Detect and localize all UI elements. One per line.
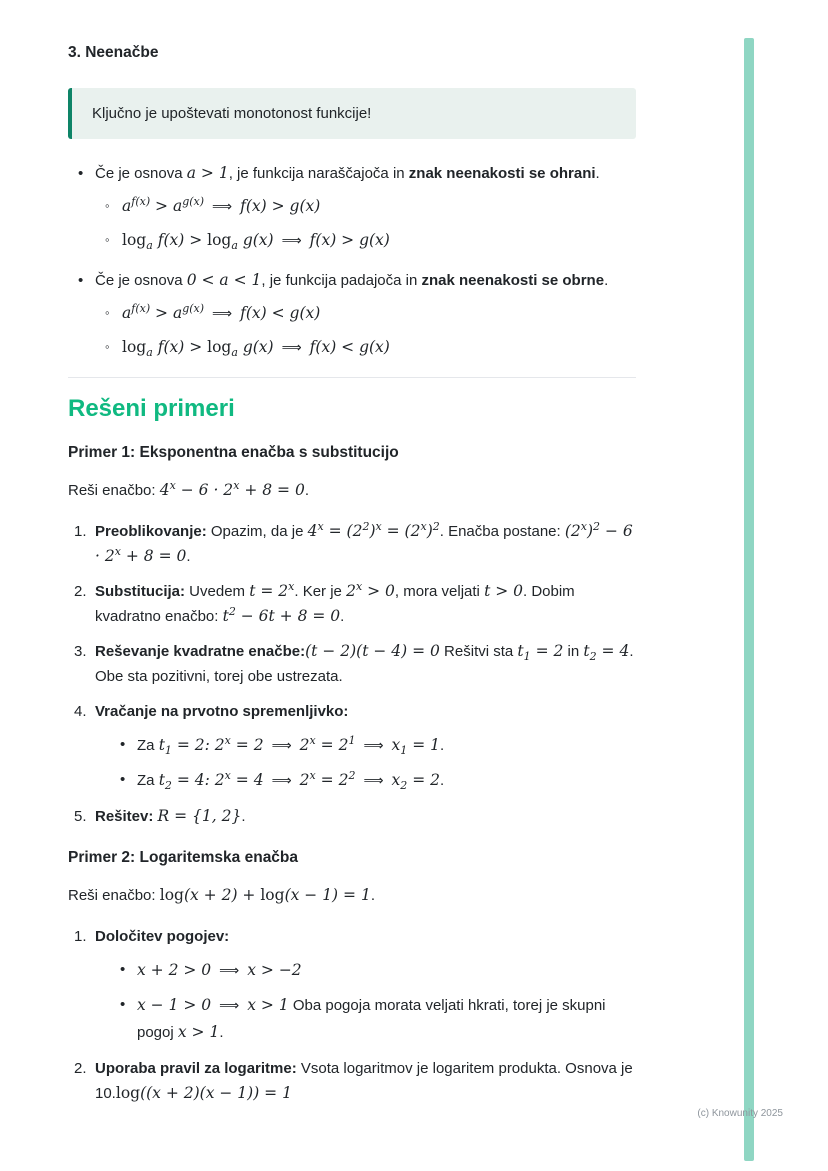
text-segment: Uvedem — [185, 583, 250, 600]
text-segment: Če je osnova — [95, 165, 187, 182]
text-segment: − 6 · 2 — [95, 522, 633, 565]
text-segment: . — [186, 548, 191, 565]
primer2-steps — [68, 924, 636, 1106]
text-segment: Za — [137, 737, 159, 754]
text-segment: 0 < a < 1 — [186, 271, 262, 289]
text-segment: > 0 — [362, 582, 395, 600]
text-segment: . — [439, 737, 445, 754]
text-segment: x — [391, 736, 401, 754]
text-segment: 2 — [346, 582, 356, 600]
text-segment: x — [233, 479, 240, 492]
text-segment: a — [231, 346, 238, 359]
text-segment: ⟹ — [363, 773, 384, 789]
examples-heading: Rešeni primeri — [68, 395, 235, 422]
step-item — [68, 639, 636, 689]
text-segment: g(x) — [237, 338, 274, 356]
text-segment: ⟹ — [363, 738, 384, 754]
text-segment: ⟹ — [219, 998, 240, 1014]
rule-sub-formula — [68, 334, 636, 361]
text-segment: Reši enačbo: — [68, 887, 160, 904]
step-item — [68, 1056, 636, 1106]
primer1-steps — [68, 519, 636, 829]
text-segment: . — [241, 808, 246, 825]
text-segment: (x − 1) = 1 — [284, 886, 371, 904]
text-segment: > — [150, 197, 173, 215]
text-segment: (x + 2) + — [183, 886, 261, 904]
text-segment: znak neenakosti se obrne — [421, 272, 605, 289]
text-segment: log — [115, 1084, 141, 1102]
text-segment: = 2 — [315, 736, 349, 754]
section-heading: 3. Neenačbe — [68, 44, 159, 61]
text-segment: = (2 — [323, 522, 363, 540]
text-segment: a — [122, 197, 132, 215]
text-segment: a — [172, 197, 183, 215]
text-segment: f(x) — [131, 195, 151, 208]
text-segment: Opazim, da je — [206, 523, 308, 540]
step-item — [68, 699, 636, 794]
text-segment: 4 — [307, 522, 318, 540]
text-segment: = 1 — [407, 736, 440, 754]
text-segment: in — [563, 643, 584, 660]
step-sub-formula — [95, 957, 636, 984]
text-segment: znak neenakosti se ohrani — [408, 165, 596, 182]
text-segment: log — [207, 338, 232, 356]
text-segment: a — [146, 346, 153, 359]
rule-main-text — [68, 268, 636, 293]
text-segment: f(x) < g(x) — [309, 338, 390, 356]
text-segment: a > 1 — [186, 164, 229, 182]
text-segment: 2 — [228, 605, 236, 618]
primer1-heading: Primer 1: Eksponentna enačba s substitucijo — [68, 444, 399, 461]
text-segment: + 8 = 0 — [239, 481, 305, 499]
text-segment: Reševanje kvadratne enačbe: — [95, 643, 306, 660]
step-sub-formula — [95, 732, 636, 759]
text-segment: g(x) — [182, 302, 205, 315]
text-segment: 2 — [432, 520, 440, 533]
text-segment: x — [375, 520, 382, 533]
text-segment: ) — [586, 522, 594, 540]
step-text — [95, 804, 636, 829]
text-segment: (t − 2)(t − 4) = 0 — [305, 642, 440, 660]
text-segment: ) — [426, 522, 433, 540]
rules-list — [68, 161, 636, 361]
text-segment: . — [370, 887, 375, 904]
text-segment: ⟹ — [212, 306, 233, 322]
rule-item-increasing — [68, 161, 636, 254]
text-segment: log — [122, 231, 147, 249]
text-segment: x — [420, 520, 427, 533]
callout-text: Ključno je upoštevati monotonost funkcije! — [92, 105, 372, 122]
text-segment: 4 — [159, 481, 170, 499]
text-segment: f(x) > — [152, 231, 208, 249]
primer2-intro — [68, 883, 636, 908]
text-segment: x — [224, 734, 231, 747]
text-segment: x — [317, 520, 324, 533]
page-edge-strip — [744, 38, 754, 1161]
text-segment: t = 2 — [249, 582, 289, 600]
text-segment: = 4 — [596, 642, 630, 660]
text-segment: . — [595, 165, 600, 182]
text-segment: log — [122, 338, 147, 356]
text-segment: = (2 — [381, 522, 421, 540]
text-segment: = 2 — [530, 642, 564, 660]
text-segment: Vsota logaritmov je logaritem produkta. Osnova je 10. — [95, 1060, 633, 1102]
text-segment: x > 1 — [177, 1023, 220, 1041]
text-segment: x — [169, 479, 176, 492]
text-segment: Rešitvi sta — [439, 643, 518, 660]
rule-sub-formula — [68, 193, 636, 220]
rule-sub-formula — [68, 227, 636, 254]
text-segment: g(x) — [182, 195, 205, 208]
text-segment: x — [224, 769, 231, 782]
text-segment: = 4 — [230, 771, 264, 789]
step-item — [68, 579, 636, 629]
text-segment: f(x) > g(x) — [240, 197, 321, 215]
text-segment: x — [391, 771, 401, 789]
text-segment: = 2: 2 — [171, 736, 225, 754]
text-segment: 2 — [362, 520, 370, 533]
text-segment: x + 2 > 0 — [137, 961, 212, 979]
text-segment: , je funkcija padajoča in — [261, 272, 422, 289]
text-segment: Substitucija: — [95, 583, 186, 600]
text-segment: g(x) — [237, 231, 274, 249]
text-segment: x > 1 — [247, 996, 289, 1014]
text-segment: 2 — [593, 520, 601, 533]
text-segment: − 6 · 2 — [175, 481, 234, 499]
text-segment: f(x) — [131, 302, 151, 315]
text-segment: = 2 — [230, 736, 264, 754]
text-segment: . Obe sta pozitivni, torej obe ustrezata. — [95, 643, 634, 685]
text-segment: t — [583, 642, 590, 660]
text-segment: 2 — [589, 650, 597, 663]
rule-main-text — [68, 161, 636, 186]
text-segment: . — [439, 772, 445, 789]
text-segment: − 6t + 8 = 0 — [235, 607, 341, 625]
step-text — [95, 519, 636, 569]
text-segment: a — [231, 239, 238, 252]
text-segment: 1 — [348, 734, 356, 747]
text-segment: x — [114, 545, 121, 558]
text-segment: . — [340, 608, 345, 625]
rule-sub-formula — [68, 300, 636, 327]
text-segment: x − 1 > 0 — [137, 996, 212, 1014]
text-segment: > — [150, 304, 173, 322]
text-segment: ⟹ — [271, 738, 292, 754]
text-segment: ⟹ — [281, 340, 302, 356]
text-segment: t — [158, 771, 165, 789]
text-segment: + 8 = 0 — [120, 547, 187, 565]
step-text — [95, 639, 636, 689]
step-item — [68, 924, 636, 1046]
text-segment: Za — [137, 772, 159, 789]
text-segment: Vračanje na prvotno spremenljivko: — [95, 703, 349, 720]
text-segment: x — [355, 580, 363, 593]
text-segment: . — [219, 1024, 224, 1041]
text-segment: t — [158, 736, 165, 754]
text-segment: ) — [369, 522, 376, 540]
content-area — [68, 42, 636, 1106]
text-segment: . Ker je — [294, 583, 347, 600]
callout-box — [68, 88, 636, 139]
step-text — [95, 579, 636, 629]
text-segment: Rešitev: — [95, 808, 158, 825]
step-text — [95, 924, 636, 949]
divider — [68, 377, 636, 378]
step-sub-formula — [95, 767, 636, 794]
text-segment: ⟹ — [281, 233, 302, 249]
text-segment: t > 0 — [484, 582, 523, 600]
text-segment: . — [604, 272, 609, 289]
text-segment: Preoblikovanje: — [95, 523, 207, 540]
step-sub-formula — [95, 992, 636, 1046]
text-segment: . — [304, 482, 309, 499]
text-segment: a — [122, 304, 132, 322]
text-segment: a — [172, 304, 183, 322]
text-segment: 2 — [299, 736, 310, 754]
text-segment: 2 — [299, 771, 310, 789]
text-segment: ((x + 2)(x − 1)) = 1 — [140, 1084, 292, 1102]
text-segment: f(x) < g(x) — [240, 304, 321, 322]
text-segment: , je funkcija naraščajoča in — [228, 165, 409, 182]
step-text — [95, 699, 636, 724]
text-segment: 1 — [523, 650, 531, 663]
text-segment: Reši enačbo: — [68, 482, 160, 499]
text-segment: 1 — [400, 744, 408, 757]
primer1-intro — [68, 478, 636, 503]
step-item — [68, 804, 636, 829]
text-segment: ⟹ — [271, 773, 292, 789]
text-segment: f(x) > — [152, 338, 208, 356]
text-segment: Oba pogoja morata veljati hkrati, torej je skupni pogoj — [137, 997, 606, 1041]
text-segment: t — [517, 642, 524, 660]
rule-item-decreasing — [68, 268, 636, 361]
text-segment: x — [309, 769, 316, 782]
primer2-heading: Primer 2: Logaritemska enačba — [68, 849, 299, 866]
text-segment: . Enačba postane: — [439, 523, 565, 540]
text-segment: . Dobim kvadratno enačbo: — [95, 583, 575, 625]
text-segment: ⟹ — [219, 963, 240, 979]
text-segment: log — [159, 886, 184, 904]
text-segment: = 4: 2 — [171, 771, 225, 789]
text-segment: log — [260, 886, 285, 904]
text-segment: = 2 — [407, 771, 440, 789]
text-segment: 1 — [164, 744, 172, 757]
text-segment: x — [288, 580, 295, 593]
text-segment: Uporaba pravil za logaritme: — [95, 1060, 297, 1077]
step-text — [95, 1056, 636, 1106]
text-segment: x > −2 — [247, 961, 302, 979]
text-segment: 2 — [348, 769, 356, 782]
step-item — [68, 519, 636, 569]
text-segment: R = {1, 2} — [157, 807, 242, 825]
text-segment: (2 — [564, 522, 581, 540]
text-segment: Če je osnova — [95, 272, 187, 289]
text-segment: log — [207, 231, 232, 249]
copyright-footer: (c) Knowunity 2025 — [697, 1108, 783, 1119]
text-segment: = 2 — [315, 771, 349, 789]
text-segment: f(x) > g(x) — [309, 231, 390, 249]
text-segment: x — [309, 734, 316, 747]
text-segment: Določitev pogojev: — [95, 928, 230, 945]
text-segment: 2 — [164, 779, 172, 792]
text-segment: ⟹ — [212, 199, 233, 215]
text-segment: t — [222, 607, 229, 625]
text-segment: , mora veljati — [394, 583, 485, 600]
text-segment: 2 — [400, 779, 408, 792]
text-segment: a — [146, 239, 153, 252]
text-segment: x — [580, 520, 587, 533]
